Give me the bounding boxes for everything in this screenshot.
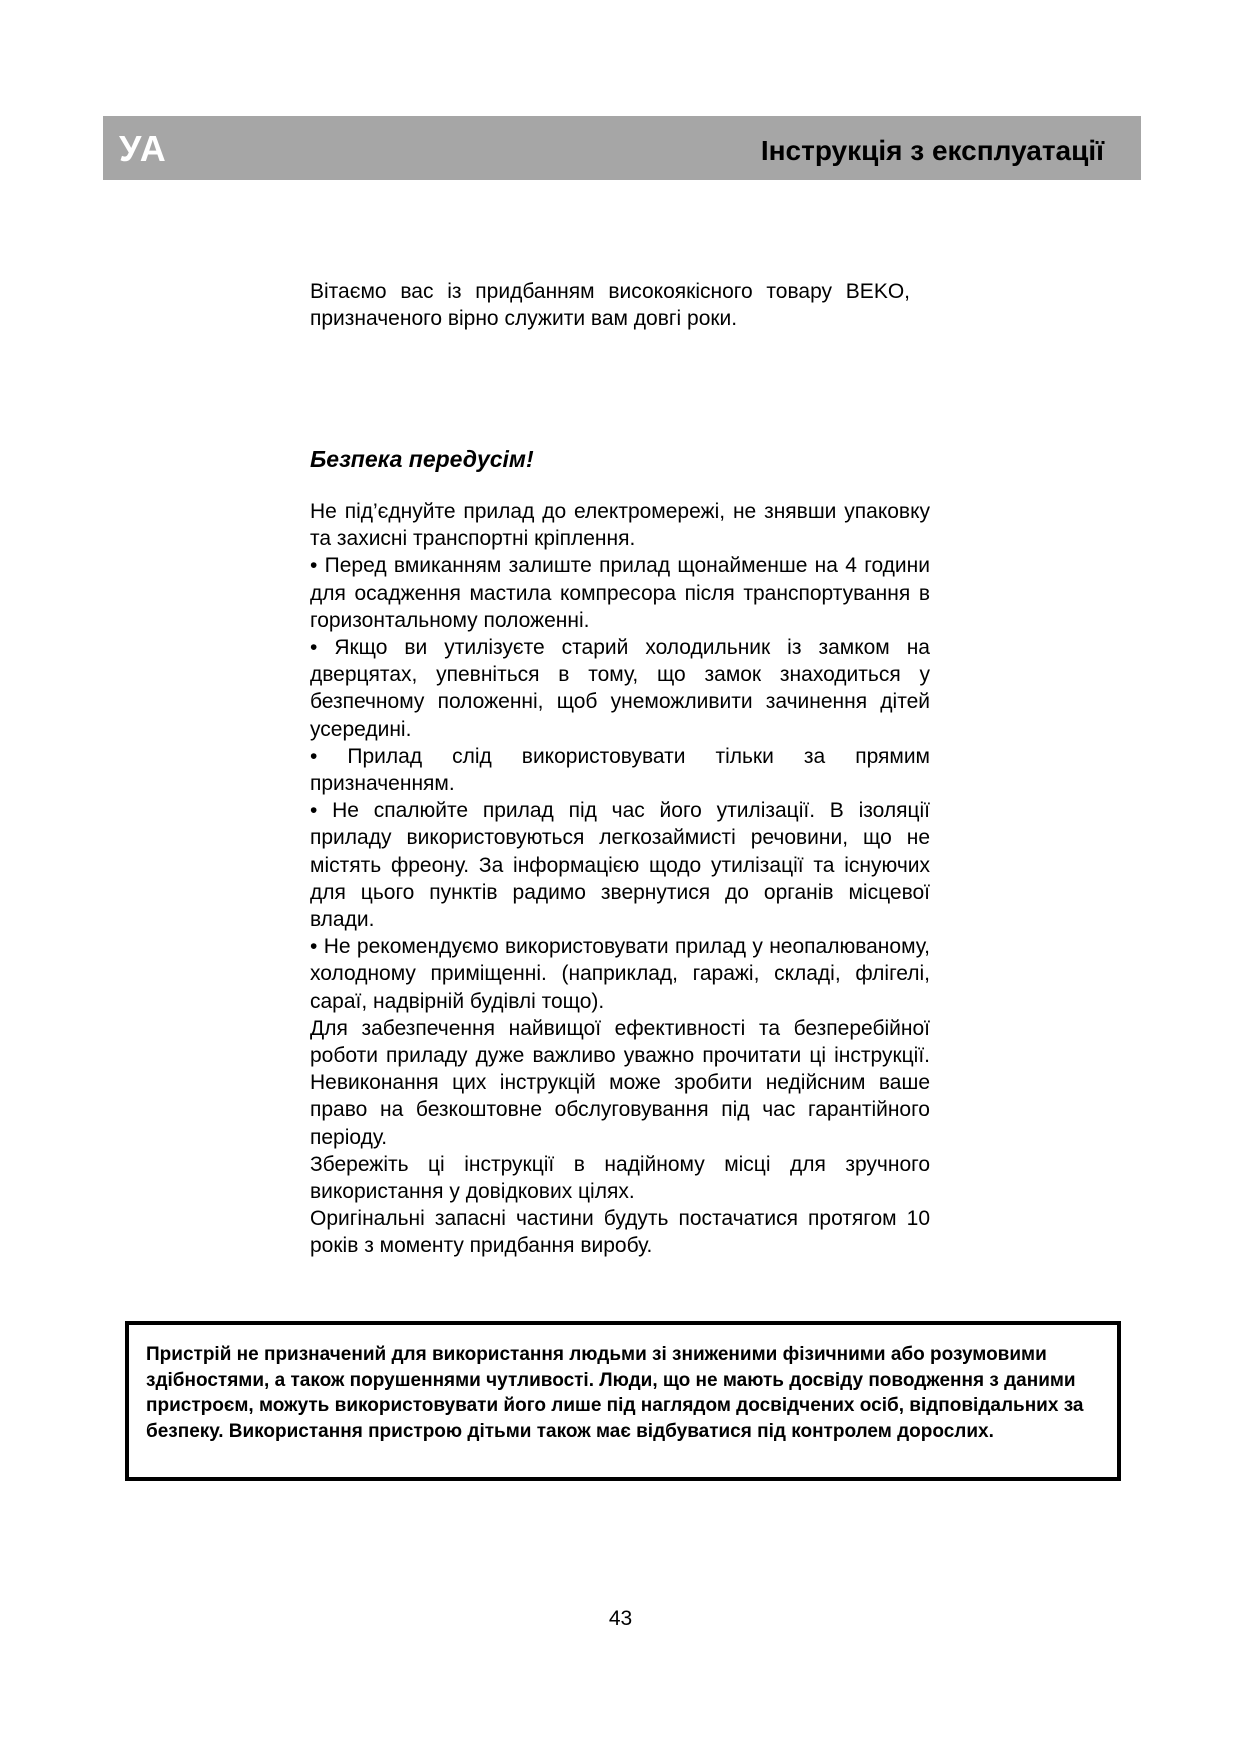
document-title: Інструкція з експлуатації <box>760 135 1104 166</box>
safety-heading: Безпека передусім! <box>310 446 534 472</box>
safety-paragraph: Збережіть ці інструкції в надійному місці для зручного використання у довідкових цілях. <box>310 1152 930 1204</box>
safety-paragraph: Для забезпечення найвищої ефективності та безперебійної роботи приладу дуже важливо уважно прочитати ці інструкції. Невиконання цих інструкцій може зробити недійсним ваше право на безкоштовне обслуговування під час гарантійного періоду. <box>310 1016 930 1149</box>
language-code: УА <box>119 128 167 169</box>
safety-instructions <box>310 498 930 1260</box>
safety-bullet: • Перед вмиканням залиште прилад щонайменше на 4 години для осадження мастила компресора після транспортування в горизонтальному положенні. <box>310 554 930 632</box>
page-number: 43 <box>608 1607 633 1630</box>
warning-text: Пристрій не призначений для використання людьми зі зниженими фізичними або розумовими здібностями, а також порушеннями чутливості. Люди, що не мають досвіду поводження з даними пристроєм, можуть використовувати його лише під наглядом досвідчених осіб, відповідальних за безпеку. Використання пристрою дітьми також має відбуватися під контролем дорослих. <box>146 1344 1084 1442</box>
warning-box <box>125 1321 1121 1481</box>
safety-bullet: • Прилад слід використовувати тільки за прямим призначенням. <box>310 744 930 796</box>
safety-paragraph: Оригінальні запасні частини будуть постачатися протягом 10 років з моменту придбання виробу. <box>310 1207 930 1258</box>
header-bar <box>103 116 1141 180</box>
welcome-text: Вітаємо вас із придбанням високоякісного товару BEKO, призначеного вірно служити вам довгі роки. <box>310 280 910 330</box>
safety-bullet: • Якщо ви утилізуєте старий холодильник із замком на дверцятах, упевніться в тому, що замок знаходиться у безпечному положенні, щоб унеможливити зачинення дітей усередині. <box>310 636 930 741</box>
safety-bullet: • Не спалюйте прилад під час його утилізації. В ізоляції приладу використовуються легкозаймисті речовини, що не містять фреону. За інформацією щодо утилізації та існуючих для цього пунктів радимо звернутися до органів місцевої влади. <box>310 799 930 932</box>
safety-bullet: • Не рекомендуємо використовувати прилад у неопалюваному, холодному приміщенні. (наприклад, гаражі, складі, флігелі, сараї, надвірній будівлі тощо). <box>310 935 930 1013</box>
safety-paragraph: Не під’єднуйте прилад до електромережі, не знявши упаковку та захисні транспортні кріплення. <box>310 500 930 551</box>
